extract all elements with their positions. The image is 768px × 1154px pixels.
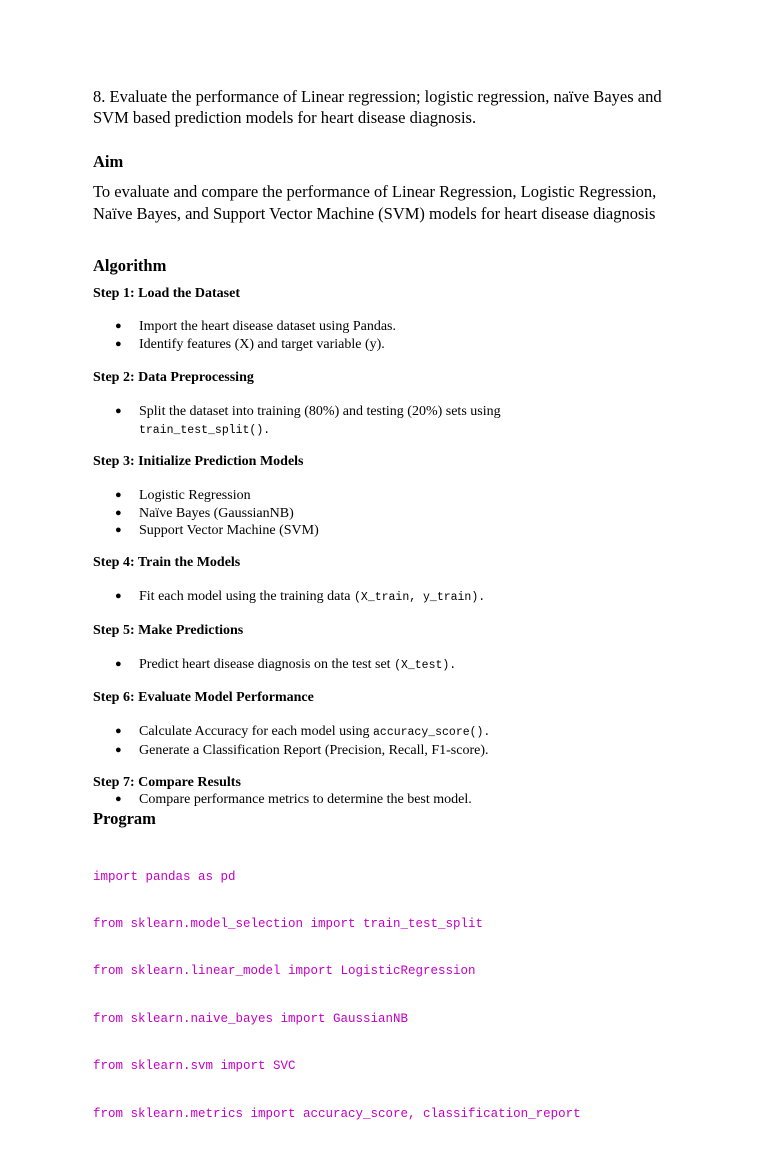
inline-code: accuracy_score(). (373, 726, 491, 739)
code-line: from sklearn.model_selection import train_test_split (93, 916, 484, 931)
list-item: ● Import the heart disease dataset using Pandas. (93, 318, 396, 336)
inline-code: (X_train, y_train). (354, 591, 486, 604)
step-5-title: Step 5: Make Predictions (93, 623, 244, 638)
list-item: ● Compare performance metrics to determine the best model. (93, 791, 472, 809)
step-2-list (93, 403, 501, 439)
algorithm-heading: Algorithm (93, 256, 167, 275)
code-line: from sklearn.naive_bayes import GaussianNB (93, 1011, 409, 1026)
inline-code: train_test_split(). (139, 423, 271, 437)
aim-heading: Aim (93, 152, 124, 171)
list-item: ● Calculate Accuracy for each model using accuracy_score(). (93, 723, 490, 742)
code-block (93, 838, 581, 1154)
step-2-title: Step 2: Data Preprocessing (93, 370, 254, 385)
code-line: from sklearn.metrics import accuracy_score, classification_report (93, 1106, 581, 1121)
list-item: ● Generate a Classification Report (Precision, Recall, F1-score). (93, 742, 490, 760)
step-6-title: Step 6: Evaluate Model Performance (93, 690, 314, 705)
list-item: ● Identify features (X) and target variable (y). (93, 336, 396, 354)
step-4-list (93, 588, 485, 607)
code-line: from sklearn.svm import SVC (93, 1059, 296, 1074)
document-page (93, 86, 693, 1121)
list-item: ● Support Vector Machine (SVM) (93, 522, 319, 540)
inline-code: (X_test). (394, 659, 457, 672)
code-line: import pandas as pd (93, 869, 236, 884)
step-7-list (93, 791, 472, 809)
step-1-list (93, 318, 396, 353)
list-item: ● Predict heart disease diagnosis on the test set (X_test). (93, 656, 456, 675)
list-item: ● Naïve Bayes (GaussianNB) (93, 505, 319, 523)
step-5-list (93, 656, 456, 675)
list-item: ● Logistic Regression (93, 487, 319, 505)
step-6-list (93, 723, 490, 759)
program-heading: Program (93, 809, 156, 828)
list-item: ● Split the dataset into training (80%) and testing (20%) sets using train_test_split(). (93, 403, 501, 439)
step-1-title: Step 1: Load the Dataset (93, 286, 240, 301)
step-4-title: Step 4: Train the Models (93, 555, 241, 570)
question-title: 8. Evaluate the performance of Linear regression; logistic regression, naïve Bayes and SVM based prediction models for heart disease diagnosis. (93, 87, 662, 127)
step-3-list (93, 487, 319, 540)
step-7-title: Step 7: Compare Results (93, 775, 241, 790)
code-line: from sklearn.linear_model import LogisticRegression (93, 964, 476, 979)
list-item: ● Fit each model using the training data (X_train, y_train). (93, 588, 485, 607)
step-3-title: Step 3: Initialize Prediction Models (93, 454, 304, 469)
aim-text: To evaluate and compare the performance of Linear Regression, Logistic Regression, Naïve Bayes, and Support Vector Machine (SVM) models for heart disease diagnosis (93, 182, 657, 223)
